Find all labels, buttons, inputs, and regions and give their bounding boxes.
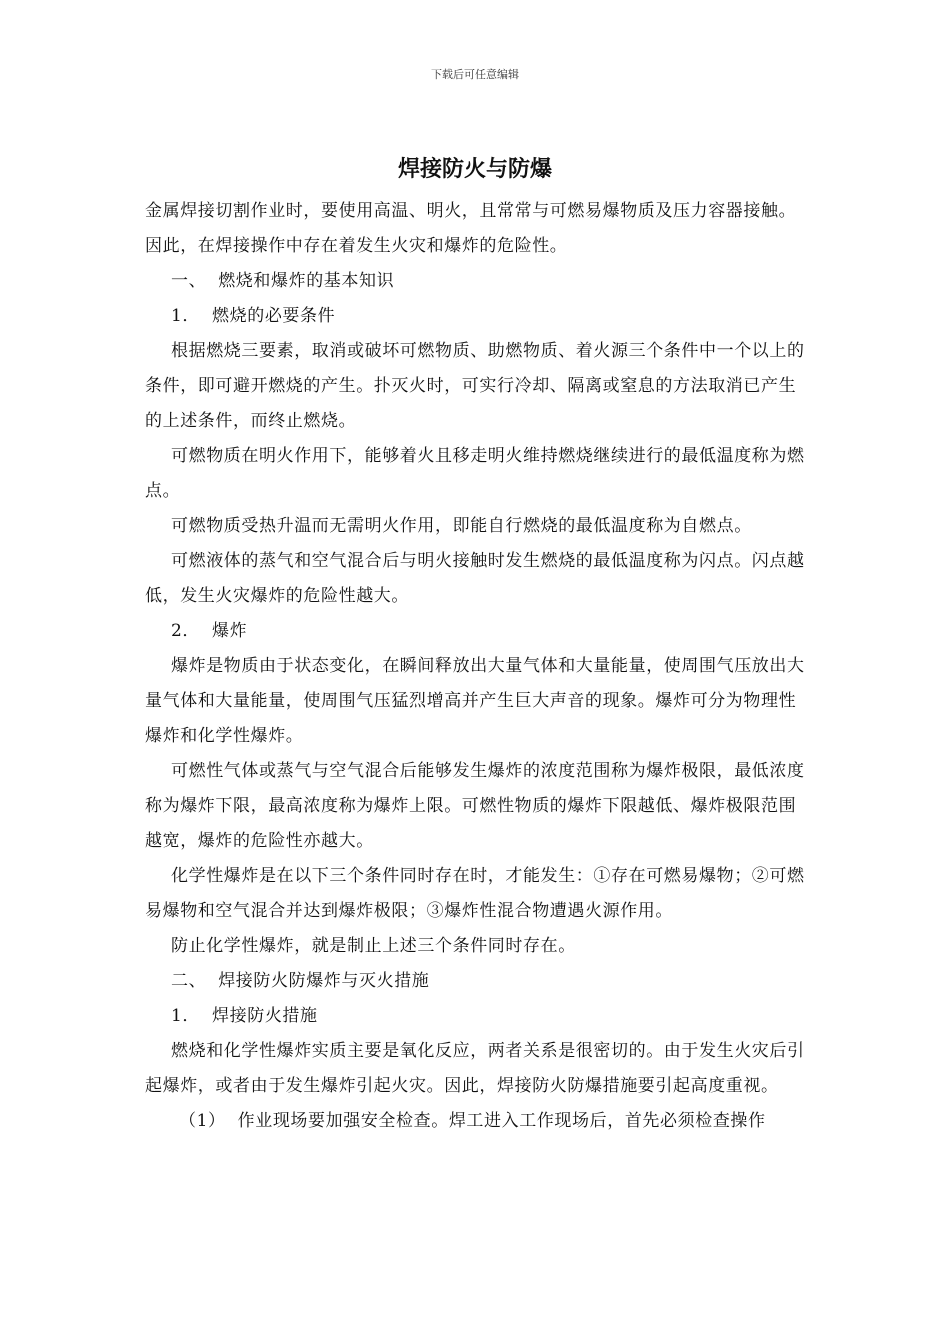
subsection-heading-1-2: 2． 爆炸 xyxy=(171,621,248,641)
document-body xyxy=(145,194,807,1139)
subsection-heading-2-1: 1． 焊接防火措施 xyxy=(171,1006,318,1026)
section-heading-2: 二、 焊接防火防爆炸与灭火措施 xyxy=(171,971,430,991)
paragraph-chemical-explosion-conditions: 化学性爆炸是在以下三个条件同时存在时，才能发生：①存在可燃易爆物；②可燃易爆物和空气混合并达到爆炸极限；③爆炸性混合物遭遇火源作用。 xyxy=(145,866,805,921)
paragraph-fire-prevention: 燃烧和化学性爆炸实质主要是氧化反应，两者关系是很密切的。由于发生火灾后引起爆炸，或者由于发生爆炸引起火灾。因此，焊接防火防爆措施要引起高度重视。 xyxy=(145,1041,805,1096)
page-header-note: 下载后可任意编辑 xyxy=(431,68,519,81)
paragraph-combustion-elements: 根据燃烧三要素，取消或破坏可燃物质、助燃物质、着火源三个条件中一个以上的条件，即可避开燃烧的产生。扑灭火时，可实行冷却、隔离或窒息的方法取消已产生的上述条件，而终止燃烧。 xyxy=(145,341,805,431)
paragraph-autoignition-point: 可燃物质受热升温而无需明火作用，即能自行燃烧的最低温度称为自燃点。 xyxy=(171,516,752,536)
paragraph-prevention: 防止化学性爆炸，就是制止上述三个条件同时存在。 xyxy=(171,936,576,956)
list-item-1: （1） 作业现场要加强安全检查。焊工进入工作现场后，首先必须检查操作 xyxy=(179,1111,766,1131)
subsection-heading-1-1: 1． 燃烧的必要条件 xyxy=(171,306,336,326)
paragraph-ignition-point: 可燃物质在明火作用下，能够着火且移走明火维持燃烧继续进行的最低温度称为燃点。 xyxy=(145,446,805,501)
paragraph-explosion-definition: 爆炸是物质由于状态变化，在瞬间释放出大量气体和大量能量，使周围气压放出大量气体和大量能量，使周围气压猛烈增高并产生巨大声音的现象。爆炸可分为物理性爆炸和化学性爆炸。 xyxy=(145,656,805,746)
paragraph-flash-point: 可燃液体的蒸气和空气混合后与明火接触时发生燃烧的最低温度称为闪点。闪点越低，发生火灾爆炸的危险性越大。 xyxy=(145,551,805,606)
section-heading-1: 一、 燃烧和爆炸的基本知识 xyxy=(171,271,395,291)
paragraph-explosion-limits: 可燃性气体或蒸气与空气混合后能够发生爆炸的浓度范围称为爆炸极限，最低浓度称为爆炸下限，最高浓度称为爆炸上限。可燃性物质的爆炸下限越低、爆炸极限范围越宽，爆炸的危险性亦越大。 xyxy=(145,761,805,851)
document-title: 焊接防火与防爆 xyxy=(397,157,552,182)
paragraph-intro: 金属焊接切割作业时，要使用高温、明火，且常常与可燃易爆物质及压力容器接触。因此，在焊接操作中存在着发生火灾和爆炸的危险性。 xyxy=(145,201,797,256)
